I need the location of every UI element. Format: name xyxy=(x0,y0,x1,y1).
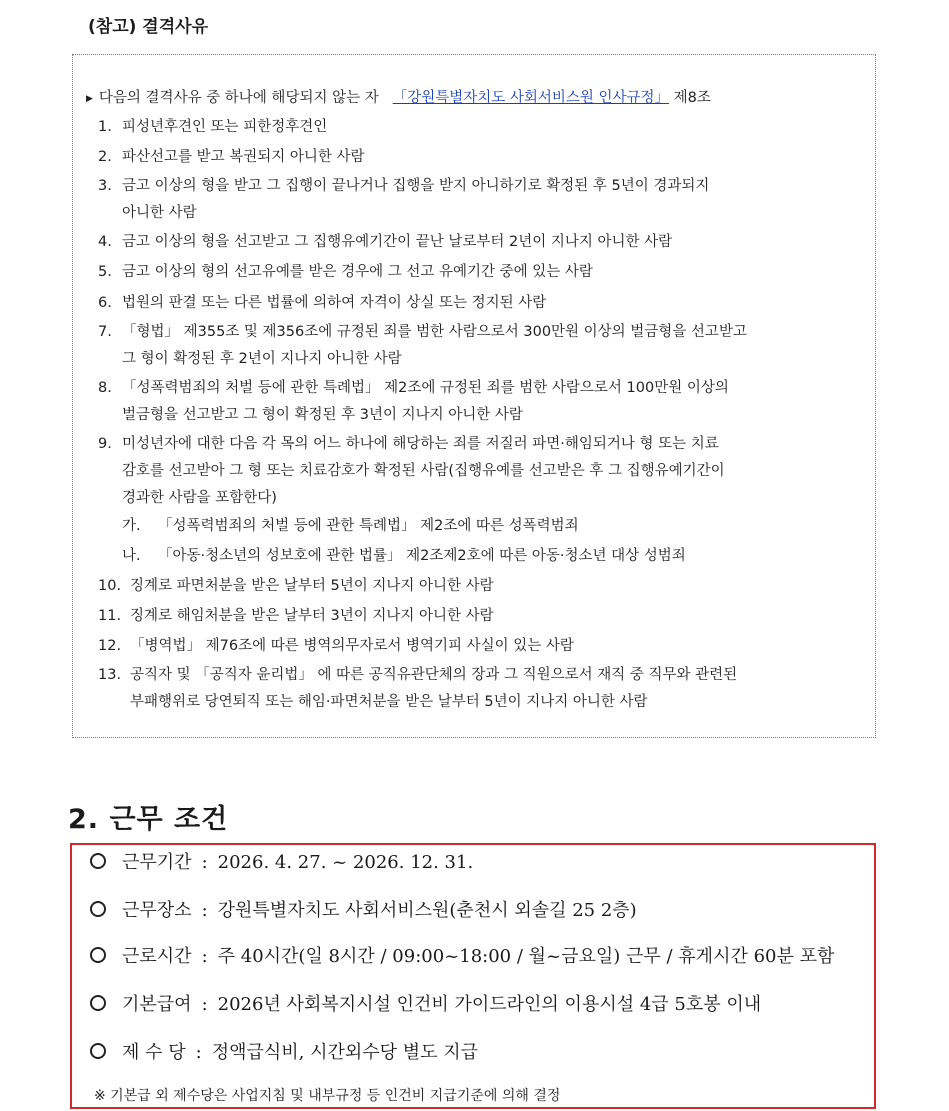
condition-period: 근무기간 : 2026. 4. 27. ~ 2026. 12. 31. xyxy=(90,848,473,874)
condition-hours: 근로시간 : 주 40시간(일 8시간 / 09:00~18:00 / 월~금요일) 근무 / 휴게시간 60분 포함 xyxy=(90,942,834,968)
intro-text: 다음의 결격사유 중 하나에 해당되지 않는 자 xyxy=(98,90,379,106)
condition-salary: 기본급여 : 2026년 사회복지시설 인건비 가이드라인의 이용시설 4급 5호봉 이내 xyxy=(90,990,761,1016)
criteria-subitem: 나. 「아동·청소년의 성보호에 관한 법률」 제2조제2호에 따른 아동·청소년 대상 성범죄 xyxy=(122,548,686,564)
circle-bullet-icon xyxy=(90,853,106,869)
criteria-item: 5. 금고 이상의 형의 선고유예를 받은 경우에 그 선고 유예기간 중에 있는 사람 xyxy=(98,264,593,280)
condition-location: 근무장소 : 강원특별자치도 사회서비스원(춘천시 외솔길 25 2층) xyxy=(90,896,637,922)
criteria-subitem: 가. 「성폭력범죄의 처벌 등에 관한 특례법」 제2조에 따른 성폭력범죄 xyxy=(122,518,579,534)
regulation-link[interactable]: 「강원특별자치도 사회서비스원 인사규정」 xyxy=(392,90,670,106)
criteria-item: 6. 법원의 판결 또는 다른 법률에 의하여 자격이 상실 또는 정지된 사람 xyxy=(98,295,547,311)
criteria-item: 8. 「성폭력범죄의 처벌 등에 관한 특례법」 제2조에 규정된 죄를 범한 사람으로서 100만원 이상의 벌금형을 선고받고 그 형이 확정된 후 3년이 지나지 아니한 사람 xyxy=(98,380,729,423)
triangle-bullet-icon: ▶ xyxy=(86,94,93,104)
criteria-item: 10. 징계로 파면처분을 받은 날부터 5년이 지나지 아니한 사람 xyxy=(98,578,494,594)
criteria-item: 13. 공직자 및 「공직자 윤리법」 에 따른 공직유관단체의 장과 그 직원으로서 재직 중 직무와 관련된 부패행위로 당연퇴직 또는 해임·파면처분을 받은 날부터 5년이 지나지 아니한 사람 xyxy=(98,667,738,710)
circle-bullet-icon xyxy=(90,1043,106,1059)
criteria-item: 9. 미성년자에 대한 다음 각 목의 어느 하나에 해당하는 죄를 저질러 파면·해임되거나 형 또는 치료 감호를 선고받아 그 형 또는 치료감호가 확정된 사람(집행유예를 선고받은 후 그 집행유예기간이 경과한 사람을 포함한다) xyxy=(98,436,725,506)
criteria-item: 4. 금고 이상의 형을 선고받고 그 집행유예기간이 끝난 날로부터 2년이 지나지 아니한 사람 xyxy=(98,234,673,250)
criteria-item: 7. 「형법」 제355조 및 제356조에 규정된 죄를 범한 사람으로서 300만원 이상의 벌금형을 선고받고 그 형이 확정된 후 2년이 지나지 아니한 사람 xyxy=(98,324,747,367)
criteria-intro xyxy=(86,86,711,107)
criteria-item: 12. 「병역법」 제76조에 따른 병역의무자로서 병역기피 사실이 있는 사람 xyxy=(98,638,574,654)
criteria-item: 2. 파산선고를 받고 복권되지 아니한 사람 xyxy=(98,149,365,165)
criteria-item: 3. 금고 이상의 형을 받고 그 집행이 끝나거나 집행을 받지 아니하기로 확정된 후 5년이 경과되지 아니한 사람 xyxy=(98,178,710,221)
circle-bullet-icon xyxy=(90,901,106,917)
circle-bullet-icon xyxy=(90,995,106,1011)
section-title: 2. 근무 조건 xyxy=(68,804,229,835)
intro-suffix: 제8조 xyxy=(669,90,711,106)
condition-allowances: 제 수 당 : 정액급식비, 시간외수당 별도 지급 xyxy=(90,1038,478,1064)
reference-title: (참고) 결격사유 xyxy=(88,17,208,37)
criteria-item: 1. 피성년후견인 또는 피한정후견인 xyxy=(98,119,328,135)
work-conditions-box xyxy=(70,843,876,1109)
circle-bullet-icon xyxy=(90,947,106,963)
footnote: ※ 기본급 외 제수당은 사업지침 및 내부규정 등 인건비 지급기준에 의해 결정 xyxy=(94,1088,561,1104)
criteria-item: 11. 징계로 해임처분을 받은 날부터 3년이 지나지 아니한 사람 xyxy=(98,608,494,624)
